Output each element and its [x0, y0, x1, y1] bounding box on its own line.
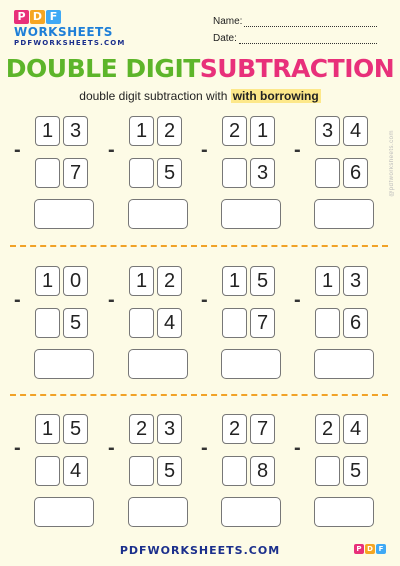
subtraction-problem: [201, 116, 287, 236]
minuend-ones-digit: 7: [250, 414, 275, 444]
minuend-ones-digit: 3: [157, 414, 182, 444]
footer-logo-letter-f: F: [376, 544, 386, 554]
subtrahend-tens-digit: [129, 308, 154, 338]
subtitle-text: double digit subtraction with: [79, 89, 228, 103]
minuend-ones-digit: 4: [343, 116, 368, 146]
minuend-ones-digit: 1: [250, 116, 275, 146]
minuend-ones-digit: 3: [63, 116, 88, 146]
answer-box[interactable]: [314, 199, 374, 229]
minus-sign: -: [14, 289, 21, 311]
subtraction-problem: [14, 414, 100, 534]
minuend-tens-digit: 2: [315, 414, 340, 444]
subtrahend-tens-digit: [222, 158, 247, 188]
footer-url: PDFWORKSHEETS.COM: [119, 544, 281, 557]
logo-letter-d: D: [30, 10, 45, 24]
answer-box[interactable]: [314, 349, 374, 379]
minuend-tens-digit: 1: [129, 266, 154, 296]
subtrahend-tens-digit: [35, 158, 60, 188]
page-title: [0, 54, 400, 83]
subtraction-problem: [201, 266, 287, 386]
subtrahend-ones-digit: 4: [63, 456, 88, 486]
subtraction-problem: [108, 414, 194, 534]
footer-logo-letter-p: P: [354, 544, 364, 554]
subtrahend-ones-digit: 6: [343, 158, 368, 188]
minus-sign: -: [294, 139, 301, 161]
subtrahend-ones-digit: 5: [63, 308, 88, 338]
minuend-tens-digit: 3: [315, 116, 340, 146]
logo-word: WORKSHEETS: [14, 25, 113, 39]
minuend-ones-digit: 2: [157, 266, 182, 296]
minuend-tens-digit: 2: [222, 414, 247, 444]
subtrahend-tens-digit: [129, 456, 154, 486]
logo-letters: [14, 10, 136, 24]
minuend-tens-digit: 1: [129, 116, 154, 146]
answer-box[interactable]: [221, 497, 281, 527]
subtrahend-tens-digit: [222, 308, 247, 338]
minuend-ones-digit: 3: [343, 266, 368, 296]
subtrahend-ones-digit: 5: [157, 456, 182, 486]
subtraction-problem: [201, 414, 287, 534]
subtrahend-tens-digit: [35, 456, 60, 486]
date-line[interactable]: [239, 33, 377, 44]
subtitle: [0, 89, 400, 103]
subtraction-problem: [294, 266, 380, 386]
title-part1: DOUBLE DIGIT: [5, 54, 200, 83]
subtraction-problem: [14, 266, 100, 386]
answer-box[interactable]: [221, 349, 281, 379]
minus-sign: -: [201, 139, 208, 161]
minus-sign: -: [14, 139, 21, 161]
minuend-tens-digit: 1: [35, 266, 60, 296]
answer-box[interactable]: [34, 199, 94, 229]
minus-sign: -: [108, 437, 115, 459]
subtrahend-ones-digit: 5: [343, 456, 368, 486]
date-field[interactable]: [213, 33, 377, 44]
minuend-tens-digit: 1: [315, 266, 340, 296]
subtitle-highlight: with borrowing: [232, 89, 319, 103]
subtrahend-ones-digit: 5: [157, 158, 182, 188]
subtraction-problem: [108, 116, 194, 236]
minus-sign: -: [108, 289, 115, 311]
answer-box[interactable]: [128, 497, 188, 527]
date-label: Date:: [213, 33, 237, 44]
minuend-tens-digit: 1: [35, 414, 60, 444]
subtrahend-tens-digit: [129, 158, 154, 188]
logo-url: PDFWORKSHEETS.COM: [14, 39, 126, 47]
minuend-ones-digit: 2: [157, 116, 182, 146]
logo-letter-f: F: [46, 10, 61, 24]
minuend-ones-digit: 5: [63, 414, 88, 444]
subtraction-problem: [108, 266, 194, 386]
subtrahend-ones-digit: 8: [250, 456, 275, 486]
name-label: Name:: [213, 16, 243, 27]
answer-box[interactable]: [314, 497, 374, 527]
minus-sign: -: [294, 289, 301, 311]
minus-sign: -: [294, 437, 301, 459]
answer-box[interactable]: [128, 199, 188, 229]
name-line[interactable]: [244, 16, 377, 27]
minus-sign: -: [14, 437, 21, 459]
answer-box[interactable]: [128, 349, 188, 379]
subtrahend-tens-digit: [315, 456, 340, 486]
student-fields: [213, 16, 377, 50]
subtrahend-ones-digit: 7: [63, 158, 88, 188]
side-watermark: @pdfworksheets.com: [389, 130, 395, 197]
minuend-ones-digit: 4: [343, 414, 368, 444]
subtrahend-tens-digit: [315, 158, 340, 188]
row-divider: [10, 245, 388, 247]
answer-box[interactable]: [34, 349, 94, 379]
answer-box[interactable]: [34, 497, 94, 527]
footer-logo: [354, 544, 386, 554]
minuend-tens-digit: 2: [129, 414, 154, 444]
subtraction-problem: [294, 414, 380, 534]
minuend-tens-digit: 1: [222, 266, 247, 296]
subtrahend-ones-digit: 6: [343, 308, 368, 338]
subtrahend-ones-digit: 4: [157, 308, 182, 338]
minus-sign: -: [201, 289, 208, 311]
subtraction-problem: [14, 116, 100, 236]
minuend-ones-digit: 0: [63, 266, 88, 296]
row-divider: [10, 394, 388, 396]
minuend-tens-digit: 2: [222, 116, 247, 146]
subtrahend-tens-digit: [315, 308, 340, 338]
minus-sign: -: [201, 437, 208, 459]
subtrahend-tens-digit: [35, 308, 60, 338]
subtrahend-ones-digit: 7: [250, 308, 275, 338]
subtrahend-ones-digit: 3: [250, 158, 275, 188]
logo-letter-p: P: [14, 10, 29, 24]
minuend-ones-digit: 5: [250, 266, 275, 296]
subtrahend-tens-digit: [222, 456, 247, 486]
minus-sign: -: [108, 139, 115, 161]
title-part2: SUBTRACTION: [199, 54, 395, 83]
name-field[interactable]: [213, 16, 377, 27]
answer-box[interactable]: [221, 199, 281, 229]
subtraction-problem: [294, 116, 380, 236]
footer-logo-letter-d: D: [365, 544, 375, 554]
minuend-tens-digit: 1: [35, 116, 60, 146]
pdfworksheets-logo: [14, 10, 136, 47]
